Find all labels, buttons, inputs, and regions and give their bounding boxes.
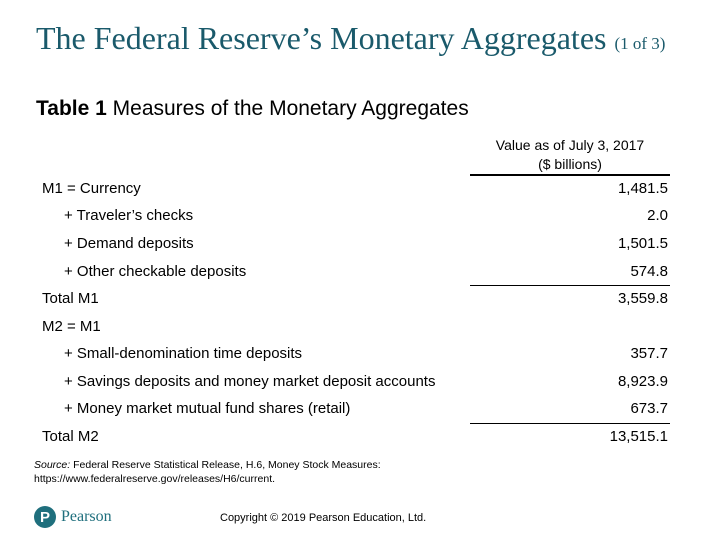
subtotal-rule — [470, 285, 670, 286]
row-value: 1,481.5 — [617, 180, 668, 197]
row-value: 2.0 — [647, 207, 668, 224]
row-value: 8,923.9 — [617, 373, 668, 390]
slide-title-main: The Federal Reserve’s Monetary Aggregates — [36, 20, 607, 56]
table-row — [0, 235, 720, 257]
row-label: + Traveler’s checks — [64, 207, 194, 224]
source-label: Source: — [34, 459, 71, 471]
column-header-rule — [470, 174, 670, 176]
slide-title-part: (1 of 3) — [614, 34, 666, 53]
row-label: + Savings deposits and money market deposit accounts — [64, 373, 436, 390]
table-row — [0, 207, 720, 229]
subtotal-rule — [470, 423, 670, 424]
column-header-line2: ($ billions) — [538, 156, 602, 172]
row-value: 13,515.1 — [609, 428, 668, 445]
source-note — [34, 458, 474, 486]
copyright-notice: Copyright © 2019 Pearson Education, Ltd. — [220, 512, 427, 524]
row-label: + Small-denomination time deposits — [64, 345, 303, 362]
table-row — [0, 263, 720, 285]
row-label: M1 = Currency — [42, 180, 141, 197]
table-label: Table 1 — [36, 97, 107, 120]
table-row — [0, 400, 720, 422]
row-value: 1,501.5 — [617, 235, 668, 252]
row-label: Total M1 — [42, 290, 99, 307]
row-value: 357.7 — [630, 345, 668, 362]
row-label: + Other checkable deposits — [64, 263, 247, 280]
row-label: + Money market mutual fund shares (retail) — [64, 400, 351, 417]
pearson-logo-text: Pearson — [61, 508, 112, 525]
table-row-total — [0, 428, 720, 450]
table-row — [0, 180, 720, 202]
row-label: + Demand deposits — [64, 235, 194, 252]
row-label: Total M2 — [42, 428, 99, 445]
table-row — [0, 373, 720, 395]
slide-title — [36, 20, 676, 62]
table-caption — [36, 96, 469, 122]
table-row-total — [0, 290, 720, 312]
column-header — [470, 136, 670, 174]
row-value: 574.8 — [630, 263, 668, 280]
row-value: 3,559.8 — [617, 290, 668, 307]
table-row — [0, 345, 720, 367]
source-text: Federal Reserve Statistical Release, H.6, Money Stock Measures: https://www.federalreserve.gov/releases/H6/current. — [34, 459, 381, 485]
table-caption-text: Measures of the Monetary Aggregates — [112, 97, 469, 120]
pearson-logo-icon: P — [34, 506, 56, 528]
table-row — [0, 318, 720, 340]
pearson-logo — [34, 506, 112, 528]
row-label: M2 = M1 — [42, 318, 101, 335]
column-header-line1: Value as of July 3, 2017 — [495, 137, 645, 153]
row-value: 673.7 — [630, 400, 668, 417]
